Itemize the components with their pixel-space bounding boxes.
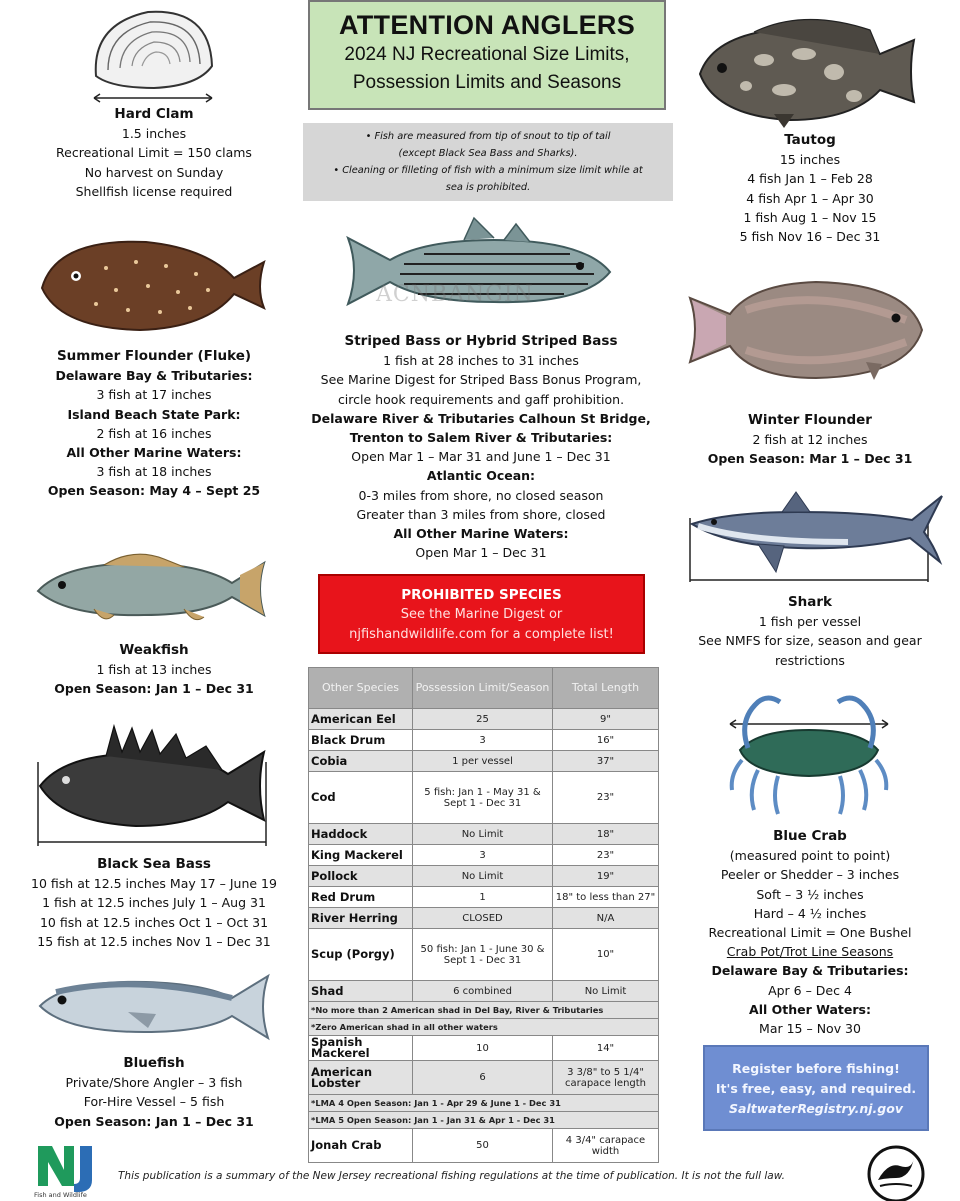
limit-line: Peeler or Shedder – 3 inches	[720, 867, 900, 883]
limit-line: 3 fish at 18 inches	[96, 464, 212, 480]
region-label: Atlantic Ocean:	[426, 468, 536, 484]
total-length: 9"	[553, 709, 659, 730]
note-line: (except Black Sea Bass and Sharks).	[398, 148, 578, 159]
season-line: Mar 15 – Nov 30	[759, 1021, 861, 1037]
other-species-table	[308, 667, 659, 1163]
total-length: 23"	[553, 772, 659, 824]
info-line: Greater than 3 miles from shore, closed	[356, 506, 606, 522]
bluefish-section	[20, 1054, 288, 1131]
weakfish-section	[20, 641, 288, 699]
state-seal-icon	[866, 1144, 926, 1201]
registry-line: It's free, easy, and required.	[715, 1081, 917, 1096]
limit-line: 1 fish per vessel	[758, 614, 862, 630]
bluefish-icon	[36, 966, 270, 1046]
summer-flounder-title: Summer Flounder (Fluke)	[56, 348, 252, 364]
winter-flounder-section	[670, 411, 950, 469]
table-note-row	[309, 1095, 659, 1112]
note-line: • Cleaning or filleting of fish with a minimum size limit while at	[333, 165, 643, 176]
striped-bass-title: Striped Bass or Hybrid Striped Bass	[344, 333, 618, 349]
blue-crab-section	[670, 827, 950, 1038]
table-note-row	[309, 1112, 659, 1129]
species-name: Red Drum	[309, 887, 413, 908]
page-subtitle-2: Possession Limits and Seasons	[352, 72, 622, 93]
limit-line: 10 fish at 12.5 inches May 17 – June 19	[31, 876, 277, 892]
prohibited-link[interactable]: njfishandwildlife.com for a complete list!	[349, 627, 614, 642]
bluefish-title: Bluefish	[123, 1055, 185, 1071]
info-line: See NMFS for size, season and gear	[698, 633, 922, 649]
summer-flounder-icon	[36, 228, 268, 336]
total-length: 19"	[553, 866, 659, 887]
note-line: • Fish are measured from tip of snout to tip of tail	[365, 131, 611, 142]
species-name: Cobia	[309, 751, 413, 772]
registry-link[interactable]: SaltwaterRegistry.nj.gov	[729, 1101, 903, 1116]
weakfish-title: Weakfish	[119, 642, 189, 658]
season-line: Open Season: Mar 1 – Dec 31	[707, 451, 913, 467]
limit-line: 2 fish at 12 inches	[752, 432, 868, 448]
limit-line: For-Hire Vessel – 5 fish	[83, 1094, 225, 1110]
possession-limit: 1	[413, 887, 553, 908]
season-line: Open Season: Jan 1 – Dec 31	[54, 1113, 254, 1129]
table-row	[309, 709, 659, 730]
table-note-row	[309, 1019, 659, 1036]
hard-clam-line: Recreational Limit = 150 clams	[56, 145, 252, 161]
limit-line: 1 fish at 13 inches	[96, 662, 212, 678]
info-line: 0-3 miles from shore, no closed season	[358, 487, 604, 503]
season-line: Open Season: Jan 1 – Dec 31	[54, 681, 254, 697]
possession-limit: 50	[413, 1129, 553, 1163]
measurement-note	[303, 123, 673, 201]
limit-line: 4 fish Jan 1 – Feb 28	[747, 171, 873, 187]
blue-crab-icon	[728, 690, 890, 818]
species-name: Shad	[309, 981, 413, 1002]
limit-line: 5 fish Nov 16 – Dec 31	[739, 229, 881, 245]
black-sea-bass-icon	[36, 722, 268, 846]
hard-clam-line: No harvest on Sunday	[84, 164, 224, 180]
weakfish-icon	[34, 545, 268, 631]
season-line: Open Mar 1 – Mar 31 and June 1 – Dec 31	[351, 449, 611, 465]
possession-limit: 10	[413, 1036, 553, 1061]
species-name: Spanish Mackerel	[309, 1036, 413, 1061]
prohibited-title: PROHIBITED SPECIES	[401, 587, 562, 603]
region-label: All Other Marine Waters:	[393, 526, 569, 542]
info-line: See Marine Digest for Striped Bass Bonus Program,	[320, 372, 642, 388]
species-name: American Lobster	[309, 1061, 413, 1095]
possession-limit: No Limit	[413, 866, 553, 887]
shad-note: *Zero American shad in all other waters	[309, 1019, 659, 1036]
total-length: 14"	[553, 1036, 659, 1061]
possession-limit: 3	[413, 730, 553, 751]
clam-icon	[88, 4, 218, 102]
lobster-note: *LMA 4 Open Season: Jan 1 - Apr 29 & June 1 - Dec 31	[309, 1095, 659, 1112]
possession-limit: 3	[413, 845, 553, 866]
hard-clam-section	[20, 105, 288, 201]
total-length: 18" to less than 27"	[553, 887, 659, 908]
possession-limit: 25	[413, 709, 553, 730]
prohibited-line: See the Marine Digest or	[400, 607, 563, 622]
total-length: 18"	[553, 824, 659, 845]
table-row	[309, 730, 659, 751]
table-row	[309, 751, 659, 772]
possession-limit: 6	[413, 1061, 553, 1095]
limit-line: 15 inches	[779, 152, 841, 168]
table-row	[309, 772, 659, 824]
info-line: circle hook requirements and gaff prohibition.	[337, 391, 625, 407]
total-length: 16"	[553, 730, 659, 751]
hard-clam-title: Hard Clam	[114, 106, 194, 122]
total-length: 3 3/8" to 5 1/4" carapace length	[553, 1061, 659, 1095]
table-row	[309, 981, 659, 1002]
region-label: All Other Marine Waters:	[66, 445, 242, 461]
region-label: Island Beach State Park:	[67, 406, 241, 422]
limit-line: Hard – 4 ½ inches	[753, 905, 867, 921]
lobster-note: *LMA 5 Open Season: Jan 1 - Jan 31 & Apr 1 - Dec 31	[309, 1112, 659, 1129]
shark-icon	[688, 490, 944, 586]
total-length: 23"	[553, 845, 659, 866]
table-row	[309, 1061, 659, 1095]
table-row	[309, 845, 659, 866]
table-note-row	[309, 1002, 659, 1019]
species-name: Cod	[309, 772, 413, 824]
striped-bass-section	[300, 332, 662, 562]
possession-limit: 50 fish: Jan 1 - June 30 & Sept 1 - Dec 31	[413, 929, 553, 981]
shad-note: *No more than 2 American shad in Del Bay, River & Tributaries	[309, 1002, 659, 1019]
limit-line: 15 fish at 12.5 inches Nov 1 – Dec 31	[37, 933, 271, 949]
season-line: Open Season: May 4 – Sept 25	[47, 483, 261, 499]
total-length: 10"	[553, 929, 659, 981]
limit-line: 2 fish at 16 inches	[96, 425, 212, 441]
info-line: (measured point to point)	[729, 848, 891, 864]
watermark: ACNBANGIN	[376, 282, 534, 307]
season-heading: Crab Pot/Trot Line Seasons	[726, 944, 894, 960]
page-title: ATTENTION ANGLERS	[338, 10, 636, 40]
winter-flounder-icon	[686, 270, 928, 388]
region-label: Trenton to Salem River & Tributaries:	[349, 430, 613, 446]
species-name: Pollock	[309, 866, 413, 887]
footer-disclaimer: This publication is a summary of the New Jersey recreational fishing regulations at the time of publication. It is not the full law.	[118, 1170, 785, 1182]
species-name: Haddock	[309, 824, 413, 845]
table-header-row	[309, 668, 659, 709]
table-row	[309, 1036, 659, 1061]
species-name: River Herring	[309, 908, 413, 929]
hard-clam-line: 1.5 inches	[121, 126, 187, 142]
limit-line: Recreational Limit = One Bushel	[708, 925, 912, 941]
limit-line: 1 fish at 12.5 inches July 1 – Aug 31	[42, 895, 266, 911]
possession-limit: 5 fish: Jan 1 - May 31 & Sept 1 - Dec 31	[413, 772, 553, 824]
tautog-section	[670, 131, 950, 246]
table-row	[309, 929, 659, 981]
registry-box	[703, 1045, 929, 1131]
species-name: Jonah Crab	[309, 1129, 413, 1163]
column-header: Total Length	[553, 668, 659, 709]
species-name: King Mackerel	[309, 845, 413, 866]
column-header: Other Species	[309, 668, 413, 709]
limit-line: 1 fish at 28 inches to 31 inches	[383, 353, 579, 369]
total-length: 37"	[553, 751, 659, 772]
shark-title: Shark	[787, 594, 833, 610]
winter-flounder-title: Winter Flounder	[748, 412, 872, 428]
table-row	[309, 887, 659, 908]
total-length: No Limit	[553, 981, 659, 1002]
tautog-title: Tautog	[784, 132, 836, 148]
possession-limit: 6 combined	[413, 981, 553, 1002]
header-banner	[308, 0, 666, 110]
table-row	[309, 824, 659, 845]
species-name: Scup (Porgy)	[309, 929, 413, 981]
limit-line: 4 fish Apr 1 – Apr 30	[746, 190, 874, 206]
possession-limit: 1 per vessel	[413, 751, 553, 772]
species-name: Black Drum	[309, 730, 413, 751]
summer-flounder-section	[20, 347, 288, 501]
black-sea-bass-section	[10, 855, 298, 951]
table-row	[309, 1129, 659, 1163]
column-header: Possession Limit/Season	[413, 668, 553, 709]
possession-limit: CLOSED	[413, 908, 553, 929]
note-line: sea is prohibited.	[445, 182, 531, 193]
region-label: Delaware Bay & Tributaries:	[55, 368, 253, 384]
possession-limit: No Limit	[413, 824, 553, 845]
limit-line: Soft – 3 ½ inches	[756, 886, 864, 902]
hard-clam-line: Shellfish license required	[75, 183, 233, 199]
limit-line: 1 fish Aug 1 – Nov 15	[743, 209, 877, 225]
black-sea-bass-title: Black Sea Bass	[97, 856, 211, 872]
species-name: American Eel	[309, 709, 413, 730]
limit-line: Private/Shore Angler – 3 fish	[65, 1075, 243, 1091]
logo-caption: Fish and Wildlife	[34, 1191, 87, 1199]
registry-line: Register before fishing!	[732, 1061, 900, 1076]
region-label: Delaware River & Tributaries Calhoun St Bridge,	[311, 410, 651, 426]
total-length: N/A	[553, 908, 659, 929]
table-row	[309, 908, 659, 929]
limit-line: 3 fish at 17 inches	[96, 387, 212, 403]
total-length: 4 3/4" carapace width	[553, 1129, 659, 1163]
tautog-icon	[694, 10, 918, 128]
season-line: Open Mar 1 – Dec 31	[415, 545, 547, 561]
table-row	[309, 866, 659, 887]
limit-line: 10 fish at 12.5 inches Oct 1 – Oct 31	[39, 914, 269, 930]
page-subtitle-1: 2024 NJ Recreational Size Limits,	[344, 44, 630, 65]
region-label: All Other Waters:	[749, 1001, 871, 1017]
prohibited-species-box	[318, 574, 645, 654]
info-line: restrictions	[775, 652, 845, 668]
shark-section	[670, 593, 950, 670]
season-line: Apr 6 – Dec 4	[768, 982, 852, 998]
region-label: Delaware Bay & Tributaries:	[711, 963, 909, 979]
blue-crab-title: Blue Crab	[773, 828, 847, 844]
